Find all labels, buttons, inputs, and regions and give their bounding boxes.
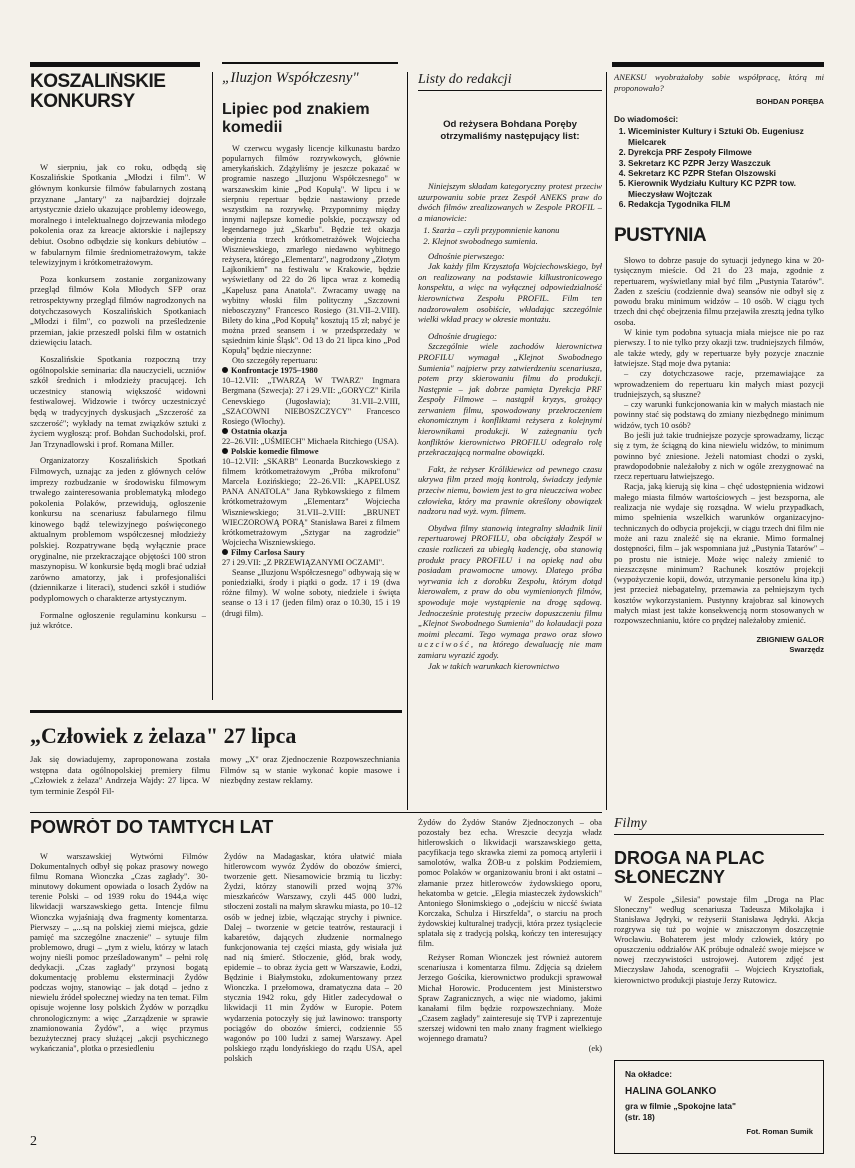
bullet-icon	[222, 428, 228, 434]
iluzjon-s2-text: 22–26.VII: „UŚMIECH" Michaela Ritchiego (USA).	[222, 436, 399, 446]
iluzjon-kicker: „Iluzjon Współczesny"	[222, 70, 359, 86]
iluzjon-s4-head: Filmy Carlosa Saury	[231, 547, 305, 557]
czlowiek-right: mowy „X" oraz Zjednoczenie Rozpowszechniania Filmów są w stanie wykonać kopie masowe i niezbędny zestaw reklamy.	[220, 754, 400, 786]
listy-film-item: 1. Szarża – czyli przypomnienie kanonu	[432, 225, 602, 236]
koszalin-article	[30, 72, 206, 700]
cc-item: 6. Redakcja Tygodnika FILM	[628, 199, 824, 209]
pustynia-title: PUSTYNIA	[614, 226, 707, 246]
listy-heading: Od reżysera Bohdana Poręby otrzymaliśmy następujący list:	[440, 119, 580, 142]
koszalin-title-line2: KONKURSY	[30, 90, 135, 112]
listy-article	[418, 72, 602, 810]
iluzjon-p3: Seanse „Iluzjonu Współczesnego" odbywają się w poniedziałki, środy i piątki o godz. 17 i 19 (dwa różne filmy). W wolne soboty, niedziele i święta seanse o 13 i 17 (jeden film) oraz o 10.30, 15 i 19 (drugi film).	[222, 568, 400, 618]
pustynia-p3: – czy dotychczasowe racje, przemawiające za wprowadzeniem do repertuaru kin małych miast pozycji trudniejszych, są słuszne?	[614, 369, 824, 399]
iluzjon-title-line1: Lipiec pod znakiem	[222, 101, 370, 118]
pustynia-body	[614, 256, 824, 627]
bullet-icon	[222, 367, 228, 373]
cc-item: 4. Sekretarz KC PZPR Stefan Olszowski	[628, 168, 824, 178]
droga-p1: W Zespole „Silesia" powstaje film „Droga na Plac Słoneczny" według scenariusza Tadeusza Mikołajka i Stanisława Jędryki, w reżyserii Stanisława Jędryki. Akcja rozgrywa się tuż po wojnie w zniszczonym doszczętnie Wrocławiu. Bohaterem jest młody człowiek, który po opuszczeniu oddziałów AK próbuje odnaleźć swoje miejsce w nowej rzeczywistości ustrojowej. Autorem zdjęć jest Mieczysław Jahoda, scenografii – Wojciech Krysztofiak, kierownictwo produkcji piastuje Jerzy Rutowicz.	[614, 894, 824, 985]
droga-title-line2: SŁONECZNY	[614, 866, 726, 887]
iluzjon-s1-text: 10–12.VII: „TWARZĄ W TWARZ" Ingmara Bergmana (Szwecja): 27 i 29.VII: „GORYCZ" Kirila Cenevskiego (Jugosławia); 31.VII–2.VIII, „SZACOWNI NIEBOSZCZYCY" Francesco Rosiego (Włochy).	[222, 376, 400, 426]
iluzjon-section-3	[222, 447, 400, 548]
iluzjon-title-line2: komedii	[222, 118, 283, 136]
aneks-cc-list	[614, 126, 824, 209]
powrot-title: POWRÓT DO TAMTYCH LAT	[30, 818, 274, 837]
koszalin-p2: Poza konkursem zostanie zorganizowany przegląd filmów Koła Młodych SFP oraz retrospektywny przegląd filmów nagrodzonych na dotychczasowych Koszalińskich Spotkaniach „Młodzi i film", co pozwoli na prześledzenie przemian, jakie przeszedł polski film w ostatnich dziewięciu latach.	[30, 273, 206, 348]
aneks-article	[614, 72, 824, 222]
droga-body	[614, 895, 824, 986]
cover-photo: Fot. Roman Sumik	[746, 1127, 813, 1136]
cover-page: (str. 18)	[625, 1112, 655, 1122]
iluzjon-s1-head: Konfrontacje 1975–1980	[231, 366, 318, 376]
vrule-3	[606, 72, 607, 810]
iluzjon-section-1	[222, 366, 400, 427]
listy-p2: Odnośnie pierwszego:	[428, 250, 505, 261]
cc-item: 5. Kierownik Wydziału Kultury KC PZPR tow. Mieczysław Wojtczak	[628, 178, 824, 199]
cc-item: 1. Wiceminister Kultury i Sztuki Ob. Eugeniusz Mielcarek	[628, 126, 824, 147]
aneks-body	[614, 72, 824, 93]
pustynia-p1: Słowo to dobrze pasuje do sytuacji jedynego kina w 20-tysięcznym mieście. Od 21 do 23 maja, zgodnie z repertuarem, wyświetlany miał być film „Pustynia Tatarów". Żaden z sześciu (codziennie dwa) seansów nie odbył się z powodu braku minimum widzów – 10 osób. W ciągu tych trzech dni chęć obejrzenia filmu przejawiła zresztą jedna tylko osoba.	[614, 255, 824, 327]
aneks-cc-head: Do wiadomości:	[614, 113, 679, 124]
listy-film-item: 2. Klejnot swobodnego sumienia.	[432, 236, 602, 247]
czlowiek-article	[30, 718, 402, 810]
cover-name: HALINA GOLANKO	[625, 1086, 717, 1097]
iluzjon-p2: Oto szczegóły repertuaru:	[232, 356, 318, 366]
koszalin-body	[30, 162, 206, 631]
czlowiek-title: „Człowiek z żelaza" 27 lipca	[30, 723, 297, 748]
powrot-c3: Żydów do Żydów Stanów Zjednoczonych – oba pozostały bez echa. Wreszcie decyzja władz hitlerowskich o likwidacji warszawskiego getta, pacyfikacja tego skrawka ziemi za pomocą artylerii i samolotów, walka ŻOB-u z polskim Podziemiem, pomoc Polaków w organizowaniu broni i akt ostatni – złamanie przez hitlerowców żydowskiego oporu, hekatomba w getcie. „Elegia miasteczek żydowskich" Antoniego Słonimskiego o „odejściu w niccść świata Korczaka, Schulza i Hirszfelda", o starciu na proch żydowskiej kulturalnej tradycji, która przez tysiąclecie splatała się z tradycją polską, kończy ten interesujący film.	[418, 818, 602, 949]
droga-kicker: Filmy	[614, 816, 824, 835]
listy-p3: Jak każdy film Krzysztofa Wojciechowskiego, był on realizowany na podstawie kilkustronicowego konspektu, a więc na wyłącznej odpowiedzialność kierownictwa Zespołu PROFIL. Film ten nadzorowałem osobiście, wkładając szczególnie wielki wkład pracy w okresie montażu.	[418, 261, 602, 325]
powrot-col3	[418, 818, 602, 1152]
droga-title	[614, 849, 824, 887]
top-rule-right	[612, 62, 824, 67]
listy-p7-spaced: uczciwość	[418, 639, 471, 650]
koszalin-title-line1: KOSZALIŃSKIE	[30, 72, 166, 92]
cover-line: gra w filmie „Spokojne lata"	[625, 1101, 737, 1111]
powrot-article	[30, 818, 602, 1154]
iluzjon-s3-head: Polskie komedie filmowe	[231, 447, 319, 456]
powrot-c2: Żydów na Madagaskar, która ułatwić miała hitlerowcom wywóz Żydów do obozów śmierci, tworzenie gett. Niesamowicie brzmią tu liczby: Żydzi, którzy stanowili przed wojną 37% mieszkańców Warszawy, czyli 445 000 ludzi, stłoczeni zostali na małym skrawku miasta, po 10–12 osób w jednej izbie, włączając strychy i piwnice. Dalej – tworzenie w getcie teatrów, restauracji i kabaretów, dających złudzenie normalnego funkcjonowania tej części miasta, gdy wisiała już nad nią śmierć. Stłoczenie, głód, brak wody, epidemie – to obraz życia gett w Warszawie, Łodzi, Będzinie i Białymstoku, zdokumentowany przez Wionczka. I przełomowa, dramatyczna data – 20 stycznia 1942 roku, gdy Hitler zadecydował o likwidacji 11 min Żydów w Europie. Potem wydarzenia potoczyły się już lawinowo: transporty pociągów do obozów śmierci, codziennie 55 wagonów po 100 ludzi z samej Warszawy. Apel polskiego rządu londyńskiego do rządu USA, apel polskich	[224, 852, 402, 1063]
powrot-sign: (ek)	[588, 1044, 602, 1054]
listy-p7-end: , na którego dewaluację nie mam zamiaru wyrazić zgody.	[418, 639, 602, 660]
iluzjon-section-2	[222, 427, 400, 447]
koszalin-p3: Koszalińskie Spotkania rozpoczną trzy ogólnopolskie seminaria: dla nauczycieli, uczniów szkół średnich i młodzieży pracującej. Ich uczestnicy stanowią większość widowni festiwalowej. Widzowie i twórcy uczestniczyć będą w tradycyjnych dyskusjach „Szczerość za szczerość"; wykłady na temat związków sztuki z życiem wygłoszą: prof. Bohdan Suchodolski, prof. Jan Trzynadlowski i prof. Romana Miller.	[30, 353, 206, 449]
listy-p5: Szczególnie wiele zachodów kierownictwa PROFILU wymagał „Klejnot Swobodnego Sumienia" najpierw przy zatwierdzeniu scenariusza, potem przy skierowaniu filmu do produkcji. Następnie – jak dobrze pamięta Dyrekcja PRF Zespoły Filmowe – nastąpił kryzys, grożący zerwaniem filmu, spowodowany przekroczeniem ekonomicznym i konfliktami reżysera z kolejnymi kierownikami produkcji. W zażegnaniu tych konfliktów kierownictwo PROFILU odegrało rolę przekraczającą normalne obowiązki.	[418, 341, 602, 458]
listy-p6: Fakt, że reżyser Królikiewicz od pewnego czasu ukrywa film przed moją kontrolą, świadczy jedynie przeciw niemu, bowiem jest to gra nieuczciwa wobec człowieka, który ma prawnie określony obowiązek nadzoru nad wyż. wym. filmem.	[418, 463, 602, 517]
iluzjon-s2-head: Ostatnia okazja	[231, 426, 288, 436]
cover-info-box	[614, 1060, 824, 1154]
cc-item: 3. Sekretarz KC PZPR Jerzy Waszczuk	[628, 158, 824, 168]
iluzjon-article	[222, 70, 400, 706]
listy-p8: Jak w takich warunkach kierownictwo	[428, 660, 560, 671]
top-rule-mid	[222, 62, 398, 64]
listy-film-list	[432, 225, 602, 246]
pustynia-p5: Bo jeśli już takie trudniejsze pozycje sprowadzamy, licząc się z tym, że ściągną do kina niewielu widzów, to minimum powinno być zniesione. Jeżeli natomiast chodzi o zyski, prawdopodobnie należałoby z nich w ogóle zrezygnować na rzecz repertuaru łatwiejszego.	[614, 430, 824, 482]
page-number: 2	[30, 1134, 37, 1149]
iluzjon-s3-text: 10–12.VII: „SKARB" Leonarda Buczkowskiego z filmem krótkometrażowym „Próba mikrofonu" Marcela Łozińskiego; 22–26.VII: „KAPELUSZ PANA ANATOLA" Jana Rybkowskiego z filmem krótkometrażowym „Elementarz" Wojciecha Wiszniewskiego; 31.VII–2.VIII: „BRUNET WIECZOROWĄ PORĄ" Stanisława Barei z filmem krótkometrażowym „Sztygar na zagrodzie" Wojciecha Wiszniewskiego.	[222, 457, 400, 547]
pustynia-p4: – czy warunki funkcjonowania kin w małych miastach nie powinny stać się podstawą do zmiany niezbędnego minimum widzów, tych 10 osób?	[614, 400, 824, 430]
pustynia-signature: ZBIGNIEW GALOR	[756, 634, 824, 644]
iluzjon-s4-text: 27 i 29.VII: „Z PRZEWIĄZANYMI OCZAMI".	[222, 558, 385, 568]
listy-p7	[418, 523, 602, 661]
powrot-c3b: Reżyser Roman Wionczek jest również autorem scenariusza i komentarza filmu. Zdjęcia są dziełem Jerzego Gościka, kierownictwo produkcji sprawował Michał Horowic. Producentem jest Ministerstwo Spraw Zagranicznych, a więc nie wiadomo, jakimi kanałami film będzie rozpowszechniany. Może „Czasem zagłady" zainteresuje się TVP i zaprezentuje szerszej widowni ten mało znany fragment wielkiego wojennego dramatu?	[418, 953, 602, 1043]
aneks-signature: BOHDAN PORĘBA	[756, 97, 824, 107]
powrot-col1	[30, 852, 208, 1152]
pustynia-p6: Racja, jaką kierują się kina – chęć udostępnienia widzowi małego miasta filmów wartościowych – jest bezsporna, ale realizacja nie wydaje się rozsądna. W wielu przypadkach, mimo spełnienia wszelkich warunków organizacyjno-technicznych do odbycia projekcji, w ciągu trzech dni film nie może ani razu znaleźć się na ekranie. Mimo formalnej dostępności, film – jak wspomniana już „Pustynia Tatarów" – po prostu nie istnieje. Może więc należy zmienić to niezszczęsne minimum? Rachunek kosztów projekcji (wypożyczenie kopii, dowóz, utrzymanie personelu kina itp.) jest przecież niebagatelny, przemawia za pełniejszym tych kosztów wykorzystaniem. Pustynny krajobraz sal kinowych małych miast jest także konsekwencją norm stosowanych w rozpowszechnianiu, które co prędzej należałoby zmienić.	[614, 482, 824, 626]
pustynia-place: Swarzędz	[789, 645, 824, 655]
pustynia-p2: W kinie tym podobna sytuacja miała miejsce nie po raz pierwszy. I to nie tylko przy okazji tzw. trudniejszych filmów, ale także wtedy, gdy w repertuarze były pozycje znacznie łatwiejsze. Stąd moje dwa pytania:	[614, 328, 824, 368]
listy-p7-text: Obydwa filmy stanowią integralny składnik linii repertuarowej PROFILU, oba obciążały Zespół w czasie rozliczeń za ubiegłą kadencję, oba stanowią produkt pracy PROFILU i na opiekę nad obu posiadam prawomocne umowy. Dlatego próba wyrwania ich z dorobku Zespołu, którym dotąd kierowałem, z praw do obu wymienionych filmów, spowoduje moje wystąpienie na drogę sądową. Jednocześnie protestuję przeciw dopuszczeniu filmu „Klejnot Swobodnego Sumienia" do kolaudacji poza moimi plecami. Tego wymaga prawo oraz słowo	[418, 522, 602, 639]
bullet-icon	[222, 549, 228, 555]
vrule-2	[407, 72, 408, 810]
listy-kicker: Listy do redakcji	[418, 72, 602, 91]
pustynia-article	[614, 226, 824, 816]
droga-article	[614, 816, 824, 986]
cc-item: 2. Dyrekcja PRF Zespoły Filmowe	[628, 147, 824, 157]
hrule-lower	[30, 812, 602, 813]
listy-p4: Odnośnie drugiego:	[428, 330, 497, 341]
droga-title-line1: DROGA NA PLAC	[614, 848, 765, 868]
iluzjon-body	[222, 144, 400, 618]
iluzjon-p1: W czerwcu wygasły licencje kilkunastu bardzo popularnych filmów rozrywkowych, głównie amerykańskich. Zdążyliśmy je jeszcze pokazać w programie naszego „Iluzjonu Współczesnego" w warszawskim kinie „Pod Kopułą". W lipcu i w sierpniu repertuar będzie nastawiony przede wszystkim na rozrywkę. Przypomnimy między innymi najlepsze komedie polskie, począwszy od legendarnego już „Skarbu". Będzie też okazja obejrzenia trzech krótkometrażówek Wojciecha Wiszniewskiego, zmarłego niedawno wybitnego reżysera, którego „Elementarz", nagrodzony „Złotym Lajkonikiem" na festiwalu w Krakowie, będzie wyświetlany od 22 do 26 lipca wraz z komedią „Kapelusz pana Anatola". Zwracamy uwagę na wybitny włoski film polityczny „Szczowni niebosczyzny" Francesco Rosiego (31.VII–2.VIII). Bilety do kina „Pod Kopułą" kosztują 15 zł; nabyć je można przed seansem i w przedsprzedaży w sąsiednim kinie Śląsk". Od 13 do 21 lipca kino „Pod Kopułą" będzie nieczynne:	[222, 144, 400, 356]
czlowiek-left: Jak się dowiadujemy, zaproponowana została wstępna data ogólnopolskiej premiery filmu „Człowiek z żelaza" Andrzeja Wajdy: 27 lipca. W tym terminie Zespół Fil-	[30, 754, 210, 796]
listy-p1: Niniejszym składam kategoryczny protest przeciw uzurpowaniu sobie przez Zespół ANEKS praw do dwóch filmów zrealizowanych w Zespole PROFIL – a mianowicie:	[418, 181, 602, 223]
koszalin-p4: Organizatorzy Koszalińskich Spotkań Filmowych, uznając za jeden z głównych celów imprezy rozbudzanie w środowisku filmowym trwałego zainteresowania problematyką młodego pokolenia Polaków, przewidują, ogłoszenie konkursu na scenariusz fabularnego filmu kinowego bądź telewizyjnego poświęconego aktualnym problemom współczesnej młodzieży polskiej. Rozpatrywane będą wyłącznie prace oryginalne, nie przekraczające objętości 100 stron maszynopisu. W konkursie będą mogli brać udział zarówno amatorzy, jak i profesjonaliści (dziennikarze i literaci), studenci szkół i studiów podyplomowych o charakterze artystycznym.	[30, 455, 206, 604]
koszalin-title	[30, 72, 206, 112]
hrule-under-iluzjon	[30, 710, 402, 713]
powrot-col2	[224, 852, 402, 1152]
powrot-c1: W warszawskiej Wytwórni Filmów Dokumentalnych odbył się pokaz prasowy nowego filmu Romana Wionczka „Czas zagłady". 30-minutowy dokument opowiada o losach Żydów na terenie Polski – od 1939 roku do 1944,a więc likwidacji warszawskiego getta. Intencje filmu Wionczka wyjaśniają dwa fragmenty komentarza. Pierwszy – „...są na polskiej ziemi miejsca, gdzie pamięć ma szczególne znaczenie" – sytuuje film problemowo, drugi – „tym z wielu, którzy w latach wojny nieśli pomoc prześladowanym" – pełni rolę dedykacji. „Czas zagłady" przynosi bogatą dokumentację problemu eksterminacji Żydów podczas wojny, stanowiąc – jak dotąd – jedno z niewielu źródeł społecznej wiedzy na ten temat. Film opisuje wojenne losy polskich Żydów w porządku chronologicznym: a więc „Zarządzenie w sprawie znamionowania Żydów", a więc przymus bezużytecznej pracy służącej „akcji psychicznego wykańczania", plotka o przesiedleniu	[30, 852, 208, 1053]
listy-body	[418, 181, 602, 671]
koszalin-p1: W sierpniu, jak co roku, odbędą się Koszalińskie Spotkania „Młodzi i film". W głównym konkursie filmów fabularnych zostaną przyznane „Jantary" za najbardziej dojrzałe artystycznie dzieło ukazujące problemy ideowego, moralnego i intelektualnego dojrzewania młodego pokolenia oraz za kreacje aktorskie i najlepszy debiut. Osobno odbędzie się konkurs debiutów – w fabularnym filmie średniometrażowym, także telewizyjnym i krótkometrażowym.	[30, 161, 206, 268]
koszalin-p5: Formalne ogłoszenie regulaminu konkursu – już wkrótce.	[30, 609, 206, 631]
iluzjon-section-4	[222, 548, 400, 568]
vrule-1	[212, 72, 213, 700]
top-rule-left	[30, 62, 200, 67]
bullet-icon	[222, 448, 228, 454]
aneks-p1: ANEKSU wyobrażałoby sobie współpracę, którą mi proponowało?	[614, 72, 824, 93]
iluzjon-title	[222, 101, 400, 136]
cover-head: Na okładce:	[625, 1069, 673, 1079]
